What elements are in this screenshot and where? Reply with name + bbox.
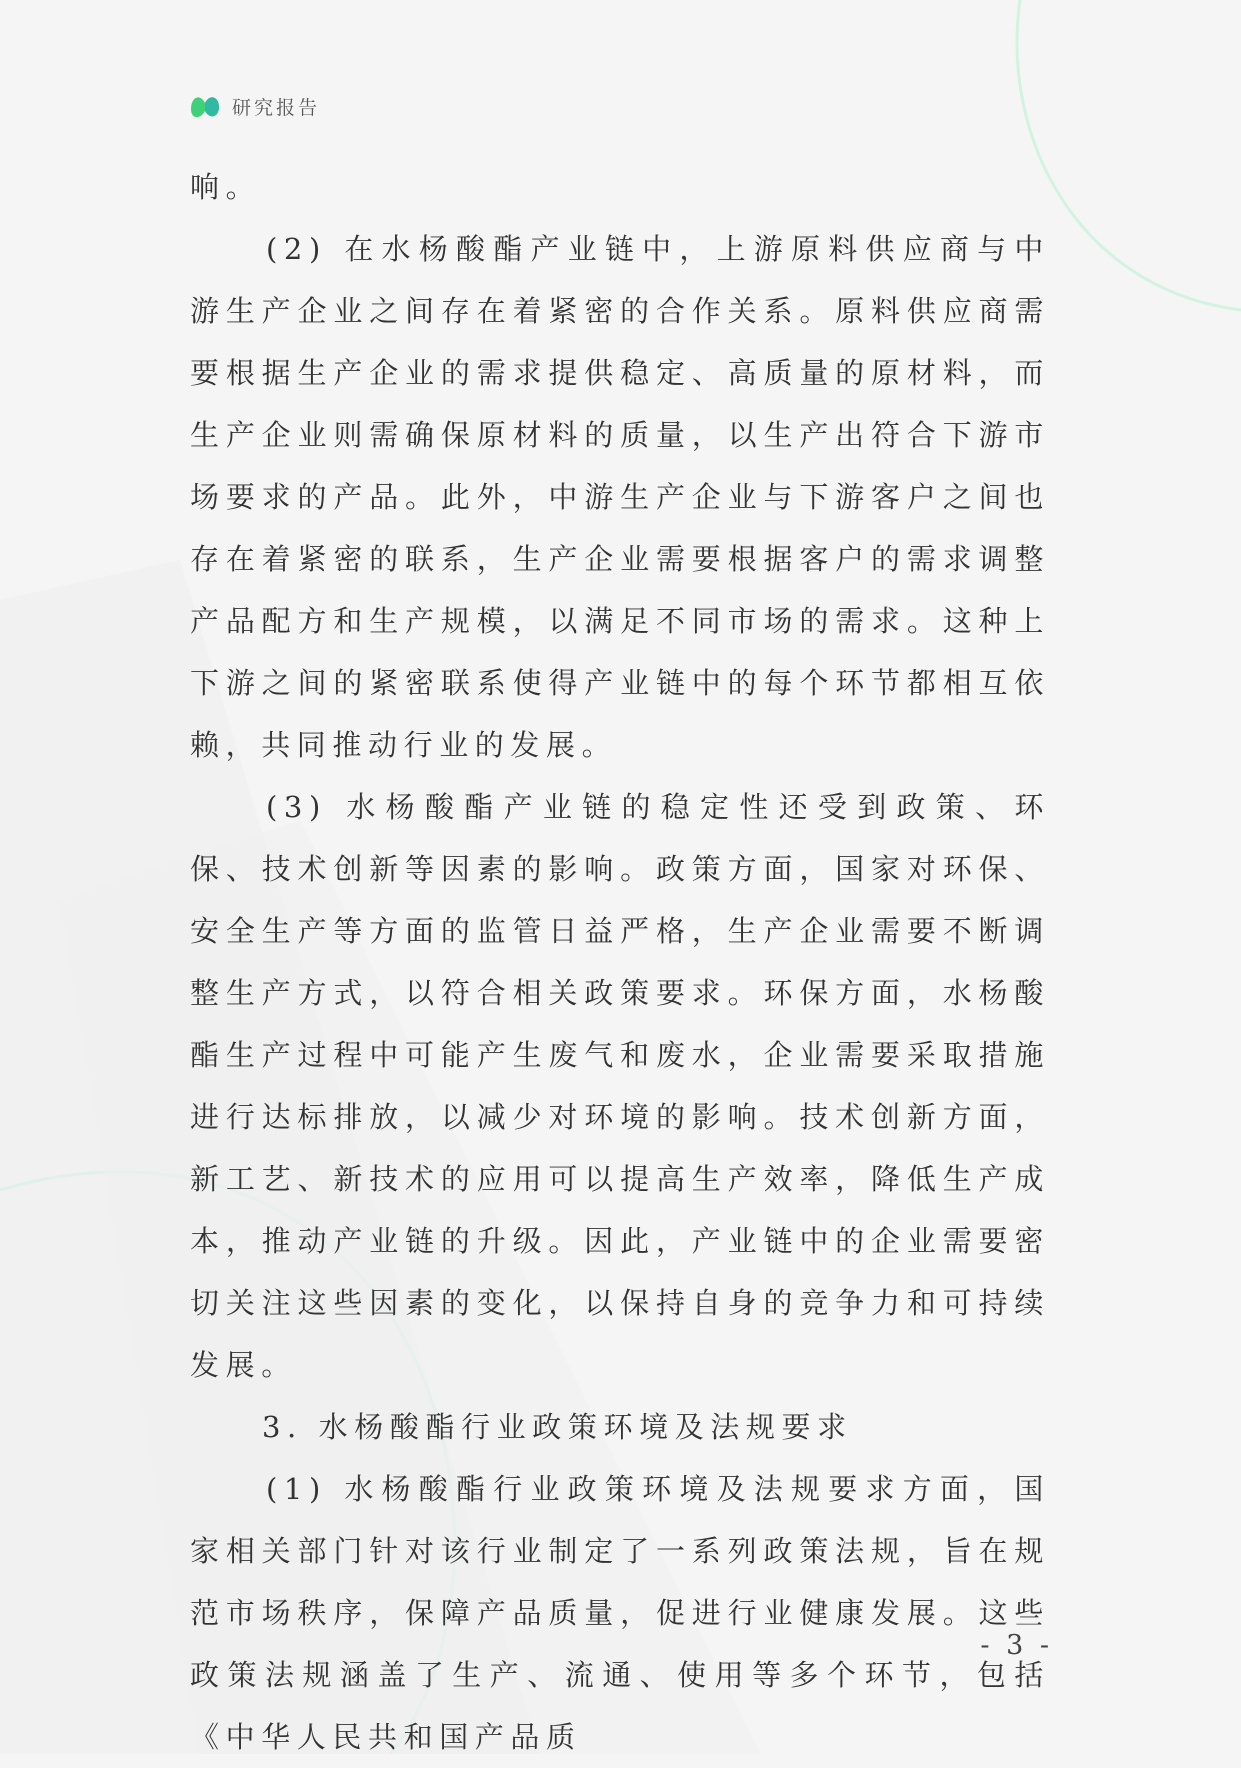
page-number: - 3 -: [980, 1630, 1053, 1661]
document-body: [190, 156, 1050, 1768]
section-heading: 3. 水杨酸酯行业政策环境及法规要求: [262, 1410, 853, 1444]
brand-logo-icon: [188, 89, 222, 123]
page-header: [188, 88, 320, 124]
paragraph-continuation: 响。: [190, 170, 262, 204]
paragraph-2: (2) 在水杨酸酯产业链中，上游原料供应商与中游生产企业之间存在着紧密的合作关系。原料供应商需要根据生产企业的需求提供稳定、高质量的原材料，而生产企业则需确保原材料的质量，以生产出符合下游市场要求的产品。此外，中游生产企业与下游客户之间也存在着紧密的联系，生产企业需要根据客户的需求调整产品配方和生产规模，以满足不同市场的需求。这种上下游之间的紧密联系使得产业链中的每个环节都相互依赖，共同推动行业的发展。: [190, 232, 1050, 762]
paragraph-3: (3) 水杨酸酯产业链的稳定性还受到政策、环保、技术创新等因素的影响。政策方面，国家对环保、安全生产等方面的监管日益严格，生产企业需要不断调整生产方式，以符合相关政策要求。环保方面，水杨酸酯生产过程中可能产生废气和废水，企业需要采取措施进行达标排放，以减少对环境的影响。技术创新方面，新工艺、新技术的应用可以提高生产效率，降低生产成本，推动产业链的升级。因此，产业链中的企业需要密切关注这些因素的变化，以保持自身的竞争力和可持续发展。: [190, 790, 1050, 1382]
paragraph-1: (1) 水杨酸酯行业政策环境及法规要求方面，国家相关部门针对该行业制定了一系列政策法规，旨在规范市场秩序，保障产品质量，促进行业健康发展。这些政策法规涵盖了生产、流通、使用等多个环节，包括《中华人民共和国产品质: [190, 1472, 1050, 1754]
brand-title: 研究报告: [232, 96, 321, 119]
